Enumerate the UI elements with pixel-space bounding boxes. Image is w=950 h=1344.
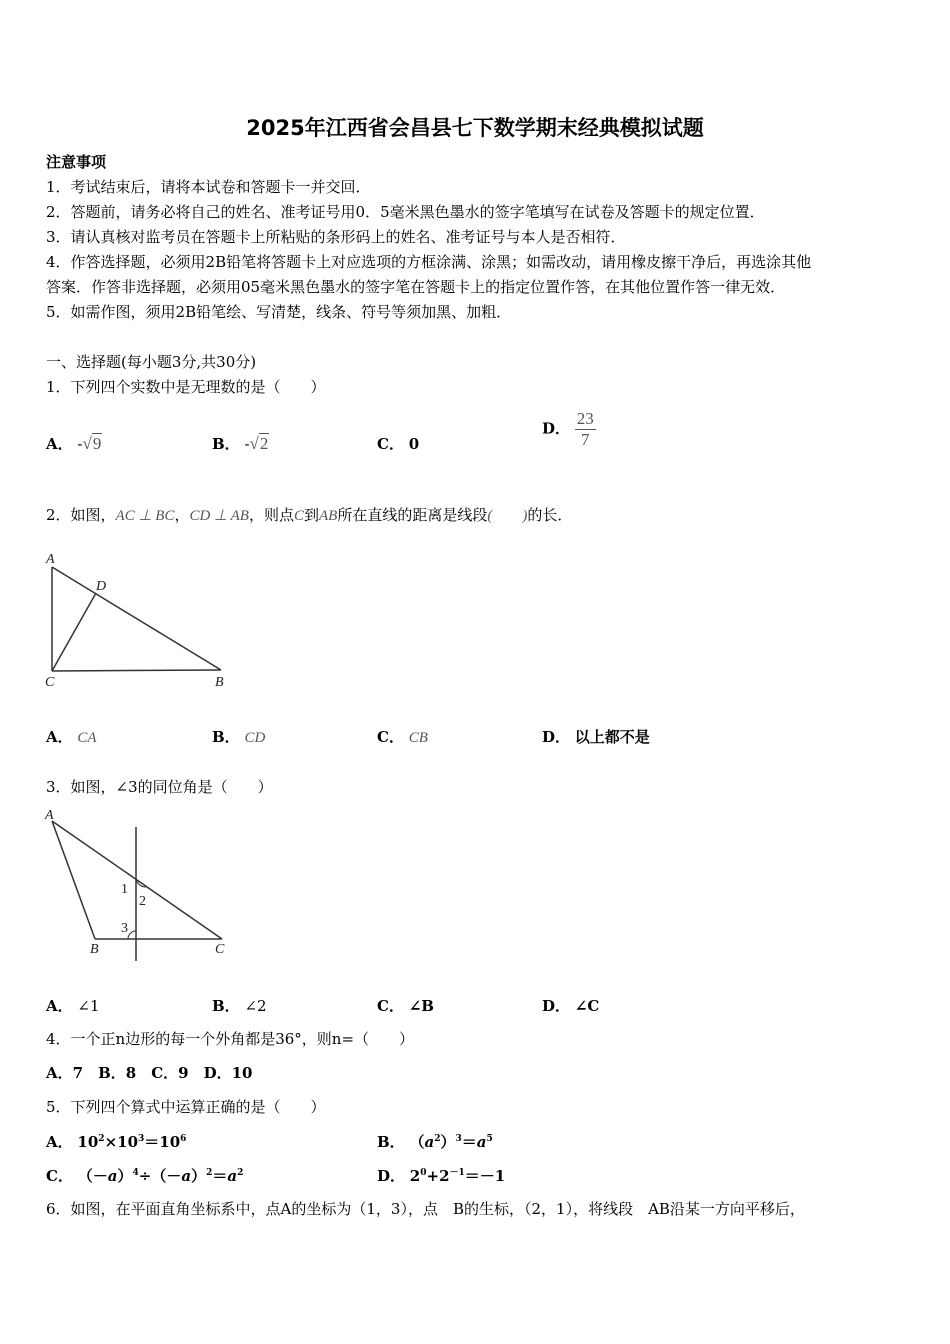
numerator: 23 — [576, 409, 594, 428]
segment-ab — [52, 567, 221, 670]
option-label: A． — [46, 1133, 73, 1151]
q2-option-a — [46, 726, 97, 747]
option-label: A． — [46, 997, 73, 1015]
stem-text: 到 — [303, 506, 319, 524]
option-text: ∠1 — [77, 997, 100, 1015]
math-expression: C — [293, 508, 304, 524]
math-expression: CD ⊥ AB — [189, 508, 249, 524]
label-b: B — [90, 942, 99, 957]
sqrt-expression: √9 — [82, 434, 102, 453]
radicand: 9 — [92, 434, 102, 453]
option-text: CB — [408, 730, 428, 746]
q3-transversal-figure — [40, 805, 240, 965]
page-title: 2025年江西省会昌县七下数学期末经典模拟试题 — [246, 116, 704, 140]
label-c: C — [215, 942, 225, 957]
section-heading: 一、选择题(每小题3分,共30分) — [46, 353, 257, 371]
question-1-stem: 1．下列四个实数中是无理数的是（ ） — [46, 378, 326, 396]
radicand: 2 — [259, 434, 269, 453]
q1-option-c — [377, 433, 419, 454]
q5-option-b — [377, 1131, 493, 1152]
q3-option-d — [542, 995, 599, 1016]
fraction — [575, 409, 596, 450]
segment-cd — [52, 593, 96, 671]
option-label: B． — [212, 997, 240, 1015]
q5-option-d — [377, 1165, 505, 1186]
question-4-stem: 4．一个正n边形的每一个外角都是36°，则n=（ ） — [46, 1030, 415, 1048]
angle-1-label: 1 — [121, 882, 128, 897]
option-label: B． — [212, 435, 240, 453]
option-expression: $(a^2)^3=a^5$ — [409, 1133, 493, 1151]
label-d: D — [96, 579, 107, 594]
math-expression: AB — [318, 508, 338, 524]
sqrt-expression: √2 — [249, 434, 269, 453]
option-text: ∠B — [408, 997, 434, 1015]
option-expression: $(-a)^4\div(-a)^2=a^2$ — [77, 1167, 244, 1185]
label-a: A — [46, 552, 55, 567]
notice-item: 3．请认真核对监考员在答题卡上所粘贴的条形码上的姓名、准考证号与本人是否相符． — [46, 228, 626, 246]
option-label: D． — [542, 419, 571, 438]
option-sign: - — [77, 435, 83, 453]
option-label: B． — [212, 728, 240, 746]
stem-text: ， — [174, 506, 190, 524]
option-expression: $2^0+2^{-1}=-1$ — [409, 1167, 506, 1185]
option-label: C． — [377, 728, 404, 746]
question-6-stem: 6．如图，在平面直角坐标系中，点A的坐标为（1，3），点 B的生标，（2，1），将线段 AB沿某一方向平移后， — [46, 1200, 805, 1218]
q2-option-d — [542, 726, 650, 747]
denominator: 7 — [581, 430, 590, 449]
option-label: A． — [46, 435, 73, 453]
q5-option-a — [46, 1131, 186, 1152]
segment-cb — [52, 670, 221, 671]
q4-options: A．7 B．8 C．9 D．10 — [46, 1064, 253, 1082]
stem-text: 所在直线的距离是线段 — [337, 506, 488, 524]
notice-item: 5．如需作图，须用2B铅笔绘、写清楚，线条、符号等须加黑、加粗． — [46, 303, 512, 321]
label-a: A — [45, 808, 54, 823]
q1-option-d — [542, 409, 596, 450]
math-expression: AC ⊥ BC — [115, 508, 175, 524]
q3-option-c — [377, 995, 434, 1016]
q1-option-b — [212, 433, 269, 454]
q3-option-a — [46, 995, 100, 1016]
angle-3-label: 3 — [121, 921, 128, 936]
notice-heading: 注意事项 — [46, 153, 107, 171]
notice-item: 2．答题前，请务必将自己的姓名、准考证号用0．5毫米黑色墨水的签字笔填写在试卷及答题卡的规定位置． — [46, 203, 765, 221]
label-c: C — [45, 675, 55, 690]
option-text: 以上都不是 — [574, 728, 650, 746]
option-text: ∠C — [574, 997, 600, 1015]
option-text: 0 — [408, 435, 420, 453]
notice-item: 4．作答选择题，必须用2B铅笔将答题卡上对应选项的方框涂满、涂黑；如需改动，请用橡皮擦干净后，再选涂其他 — [46, 253, 812, 271]
option-label: B． — [377, 1133, 405, 1151]
angle-arc — [128, 931, 136, 939]
q2-option-b — [212, 726, 265, 747]
option-sign: - — [244, 435, 250, 453]
notice-item: 1．考试结束后，请将本试卷和答题卡一并交回． — [46, 178, 371, 196]
option-label: C． — [46, 1167, 73, 1185]
segment-ab — [52, 821, 95, 939]
q2-option-c — [377, 726, 428, 747]
q5-option-c — [46, 1165, 243, 1186]
option-label: C． — [377, 997, 404, 1015]
option-label: D． — [542, 997, 571, 1015]
q1-option-a — [46, 433, 102, 454]
option-text: CD — [244, 730, 266, 746]
notice-item: 答案．作答非选择题，必须用05毫米黑色墨水的签字笔在答题卡上的指定位置作答，在其他位置作答一律无效． — [46, 278, 786, 296]
option-text: ∠2 — [244, 997, 267, 1015]
q3-option-b — [212, 995, 267, 1016]
option-label: A． — [46, 728, 73, 746]
blank-placeholder: ( ) — [487, 508, 528, 524]
question-2-stem — [46, 505, 572, 526]
question-3-stem: 3．如图，∠3的同位角是（ ） — [46, 778, 273, 796]
segment-ac — [52, 821, 222, 939]
option-text: CA — [77, 730, 97, 746]
angle-2-label: 2 — [139, 894, 146, 909]
option-label: D． — [377, 1167, 406, 1185]
option-label: C． — [377, 435, 404, 453]
option-expression: $10^2\times 10^3=10^6$ — [77, 1133, 187, 1151]
option-label: D． — [542, 728, 571, 746]
question-5-stem: 5．下列四个算式中运算正确的是（ ） — [46, 1098, 326, 1116]
stem-text: 的长． — [527, 506, 573, 524]
stem-text: 2．如图， — [46, 506, 116, 524]
label-b: B — [215, 675, 224, 690]
q2-triangle-figure — [40, 548, 240, 693]
stem-text: ，则点 — [248, 506, 294, 524]
